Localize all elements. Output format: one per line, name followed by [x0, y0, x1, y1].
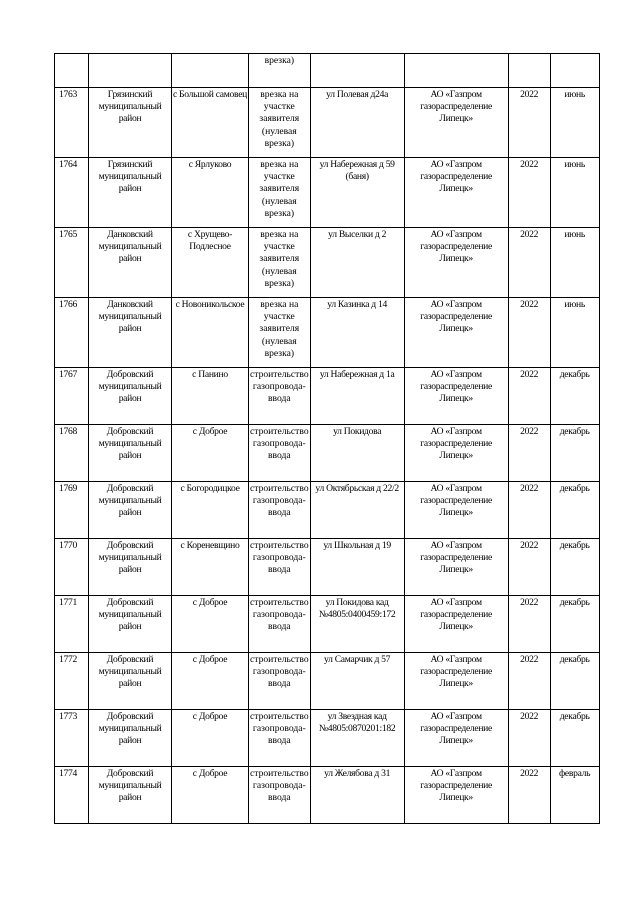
table-row: [55, 88, 600, 158]
cell-settlement: с Доброе: [172, 767, 249, 824]
cell-settlement: с Доброе: [172, 710, 249, 767]
cell-organization: [404, 54, 508, 88]
cell-district: Добровский муниципальный район: [89, 767, 172, 824]
cell-work-type: строительство газопровода-ввода: [249, 368, 311, 425]
cell-organization: АО «Газпром газораспределение Липецк»: [404, 368, 508, 425]
cell-district: Добровский муниципальный район: [89, 710, 172, 767]
table-row: [55, 298, 600, 368]
cell-month: декабрь: [550, 482, 599, 539]
cell-organization: АО «Газпром газораспределение Липецк»: [404, 596, 508, 653]
table-body: [55, 54, 600, 824]
cell-year: 2022: [508, 88, 550, 158]
table-row-continuation: [55, 54, 600, 88]
cell-settlement: с Хрущево-Подлесное: [172, 228, 249, 298]
cell-address: ул Выселки д 2: [310, 228, 404, 298]
cell-district: Добровский муниципальный район: [89, 653, 172, 710]
cell-organization: АО «Газпром газораспределение Липецк»: [404, 710, 508, 767]
cell-work-type: строительство газопровода-ввода: [249, 539, 311, 596]
cell-settlement: с Доброе: [172, 596, 249, 653]
cell-district: [89, 54, 172, 88]
table-row: [55, 596, 600, 653]
cell-organization: АО «Газпром газораспределение Липецк»: [404, 158, 508, 228]
cell-organization: АО «Газпром газораспределение Липецк»: [404, 425, 508, 482]
table-row: [55, 425, 600, 482]
cell-year: 2022: [508, 482, 550, 539]
cell-number: 1770: [55, 539, 89, 596]
cell-district: Добровский муниципальный район: [89, 539, 172, 596]
cell-month: февраль: [550, 767, 599, 824]
table-row: [55, 368, 600, 425]
cell-month: декабрь: [550, 425, 599, 482]
cell-work-type: врезка на участке заявителя (нулевая врезка): [249, 298, 311, 368]
cell-year: 2022: [508, 710, 550, 767]
cell-number: 1767: [55, 368, 89, 425]
cell-number: 1768: [55, 425, 89, 482]
cell-address: ул Казинка д 14: [310, 298, 404, 368]
cell-month: декабрь: [550, 368, 599, 425]
cell-settlement: [172, 54, 249, 88]
cell-address: ул Самарчик д 57: [310, 653, 404, 710]
cell-month: [550, 54, 599, 88]
table-row: [55, 653, 600, 710]
cell-address: ул Звездная кад №4805:0870201:182: [310, 710, 404, 767]
cell-settlement: с Богородицкое: [172, 482, 249, 539]
cell-district: Грязинский муниципальный район: [89, 158, 172, 228]
cell-district: Данковский муниципальный район: [89, 298, 172, 368]
cell-settlement: с Новоникольское: [172, 298, 249, 368]
cell-year: 2022: [508, 653, 550, 710]
cell-work-type: строительство газопровода-ввода: [249, 425, 311, 482]
cell-district: Добровский муниципальный район: [89, 482, 172, 539]
cell-organization: АО «Газпром газораспределение Липецк»: [404, 228, 508, 298]
table-row: [55, 539, 600, 596]
cell-address: ул Полевая д24а: [310, 88, 404, 158]
cell-address: ул Покидова: [310, 425, 404, 482]
cell-month: июнь: [550, 88, 599, 158]
cell-settlement: с Доброе: [172, 653, 249, 710]
cell-address: ул Желябова д 31: [310, 767, 404, 824]
cell-settlement: с Большой самовец: [172, 88, 249, 158]
cell-month: июнь: [550, 158, 599, 228]
cell-year: 2022: [508, 228, 550, 298]
cell-month: декабрь: [550, 710, 599, 767]
cell-year: 2022: [508, 767, 550, 824]
cell-number: 1764: [55, 158, 89, 228]
cell-month: июнь: [550, 228, 599, 298]
cell-month: декабрь: [550, 653, 599, 710]
table-row: [55, 482, 600, 539]
cell-settlement: с Кореневщино: [172, 539, 249, 596]
cell-month: декабрь: [550, 539, 599, 596]
cell-district: Добровский муниципальный район: [89, 425, 172, 482]
cell-address: ул Набережная д 1а: [310, 368, 404, 425]
cell-number: 1766: [55, 298, 89, 368]
gas-connection-table: [54, 53, 600, 824]
cell-work-type: строительство газопровода-ввода: [249, 596, 311, 653]
cell-year: 2022: [508, 596, 550, 653]
cell-settlement: с Доброе: [172, 425, 249, 482]
cell-year: [508, 54, 550, 88]
cell-work-type: строительство газопровода-ввода: [249, 653, 311, 710]
table-row: [55, 710, 600, 767]
cell-organization: АО «Газпром газораспределение Липецк»: [404, 653, 508, 710]
cell-number: [55, 54, 89, 88]
cell-organization: АО «Газпром газораспределение Липецк»: [404, 539, 508, 596]
cell-year: 2022: [508, 298, 550, 368]
cell-organization: АО «Газпром газораспределение Липецк»: [404, 298, 508, 368]
table-row: [55, 228, 600, 298]
cell-organization: АО «Газпром газораспределение Липецк»: [404, 88, 508, 158]
table-row: [55, 767, 600, 824]
cell-district: Добровский муниципальный район: [89, 368, 172, 425]
cell-work-type: строительство газопровода-ввода: [249, 482, 311, 539]
cell-work-type: строительство газопровода-ввода: [249, 710, 311, 767]
cell-organization: АО «Газпром газораспределение Липецк»: [404, 767, 508, 824]
cell-number: 1763: [55, 88, 89, 158]
cell-district: Грязинский муниципальный район: [89, 88, 172, 158]
cell-work-type: врезка на участке заявителя (нулевая врезка): [249, 88, 311, 158]
cell-district: Данковский муниципальный район: [89, 228, 172, 298]
cell-number: 1773: [55, 710, 89, 767]
table-row: [55, 158, 600, 228]
cell-settlement: с Панино: [172, 368, 249, 425]
cell-address: [310, 54, 404, 88]
cell-number: 1765: [55, 228, 89, 298]
cell-address: ул Октябрьская д 22/2: [310, 482, 404, 539]
cell-year: 2022: [508, 368, 550, 425]
cell-work-type: врезка на участке заявителя (нулевая врезка): [249, 228, 311, 298]
cell-address: ул Школьная д 19: [310, 539, 404, 596]
cell-address: ул Набережная д 59 (баня): [310, 158, 404, 228]
cell-organization: АО «Газпром газораспределение Липецк»: [404, 482, 508, 539]
cell-number: 1774: [55, 767, 89, 824]
cell-year: 2022: [508, 425, 550, 482]
cell-number: 1771: [55, 596, 89, 653]
cell-number: 1769: [55, 482, 89, 539]
cell-month: декабрь: [550, 596, 599, 653]
cell-work-type: строительство газопровода-ввода: [249, 767, 311, 824]
cell-address: ул Покидова кад №4805:0400459:172: [310, 596, 404, 653]
cell-month: июнь: [550, 298, 599, 368]
cell-year: 2022: [508, 158, 550, 228]
cell-settlement: с Ярлуково: [172, 158, 249, 228]
cell-year: 2022: [508, 539, 550, 596]
cell-work-type: врезка): [249, 54, 311, 88]
cell-district: Добровский муниципальный район: [89, 596, 172, 653]
cell-work-type: врезка на участке заявителя (нулевая врезка): [249, 158, 311, 228]
cell-number: 1772: [55, 653, 89, 710]
